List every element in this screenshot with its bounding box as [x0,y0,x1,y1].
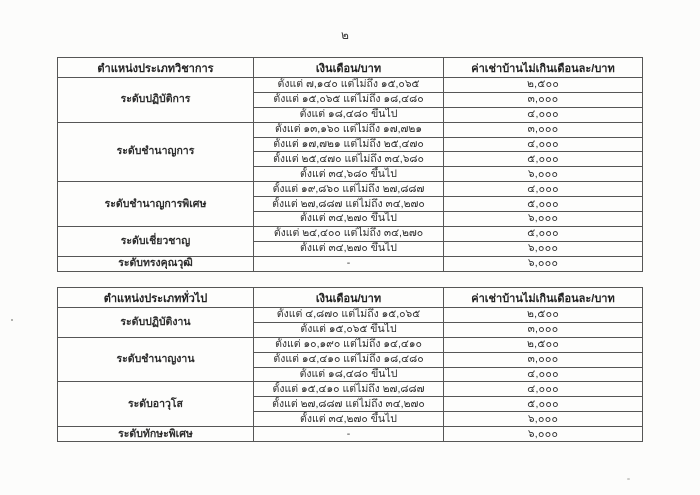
salary-range-cell: ตั้งแต่ ๑๗,๗๒๑ แต่ไม่ถึง ๒๕,๔๗๐ [254,137,444,152]
level-cell: ระดับปฏิบัติการ [58,78,254,123]
rent-amount-cell: ๓,๐๐๐ [444,352,643,367]
salary-range-cell: ตั้งแต่ ๑๘,๔๘๐ ขึ้นไป [254,367,444,382]
rent-amount-cell: ๕,๐๐๐ [444,197,643,212]
academic-positions-table [57,57,643,272]
rent-amount-cell: ๕,๐๐๐ [444,397,643,412]
page-number: ๒ [341,28,349,42]
level-cell: ระดับชำนาญการพิเศษ [58,182,254,227]
salary-range-cell: ตั้งแต่ ๒๗,๘๘๗ แต่ไม่ถึง ๓๔,๒๗๐ [254,197,444,212]
salary-range-cell: ตั้งแต่ ๑๕,๔๑๐ แต่ไม่ถึง ๒๗,๘๘๗ [254,382,444,397]
rent-amount-cell: ๕,๐๐๐ [444,152,643,167]
salary-range-cell: - [254,427,444,442]
salary-range-cell: ตั้งแต่ ๗,๑๔๐ แต่ไม่ถึง ๑๕,๐๖๕ [254,78,444,93]
position-type-header: ตำแหน่งประเภททั่วไป [58,288,254,308]
scan-speck [627,478,630,480]
table-row [58,122,643,137]
rent-amount-cell: ๔,๐๐๐ [444,107,643,122]
scan-speck [610,70,612,72]
rent-amount-cell: ๖,๐๐๐ [444,412,643,427]
rent-amount-cell: ๓,๐๐๐ [444,122,643,137]
salary-range-cell: ตั้งแต่ ๑๘,๔๘๐ ขึ้นไป [254,107,444,122]
salary-range-cell: ตั้งแต่ ๑๕,๐๖๕ แต่ไม่ถึง ๑๘,๔๘๐ [254,92,444,107]
table-row [58,256,643,271]
scan-speck [11,319,13,321]
table-row [58,382,643,397]
rent-amount-cell: ๔,๐๐๐ [444,382,643,397]
position-type-header: ตำแหน่งประเภทวิชาการ [58,58,254,78]
table-row [58,308,643,323]
salary-range-cell: - [254,256,444,271]
rent-amount-cell: ๔,๐๐๐ [444,367,643,382]
table-row [58,427,643,442]
rent-amount-cell: ๔,๐๐๐ [444,137,643,152]
general-positions-table [57,287,643,442]
salary-range-cell: ตั้งแต่ ๓๔,๒๗๐ ขึ้นไป [254,241,444,256]
salary-range-cell: ตั้งแต่ ๓๔,๒๗๐ ขึ้นไป [254,212,444,227]
salary-range-cell: ตั้งแต่ ๑๙,๘๖๐ แต่ไม่ถึง ๒๗,๘๘๗ [254,182,444,197]
rent-amount-cell: ๒,๕๐๐ [444,308,643,323]
level-cell: ระดับชำนาญงาน [58,337,254,382]
level-cell: ระดับปฏิบัติงาน [58,308,254,338]
table-row [58,78,643,93]
rent-amount-cell: ๒,๕๐๐ [444,78,643,93]
table-row [58,226,643,241]
salary-range-cell: ตั้งแต่ ๔,๘๗๐ แต่ไม่ถึง ๑๕,๐๖๕ [254,308,444,323]
level-cell: ระดับทักษะพิเศษ [58,427,254,442]
salary-range-cell: ตั้งแต่ ๑๔,๔๑๐ แต่ไม่ถึง ๑๘,๔๘๐ [254,352,444,367]
level-cell: ระดับอาวุโส [58,382,254,427]
salary-header: เงินเดือน/บาท [254,288,444,308]
salary-range-cell: ตั้งแต่ ๒๕,๔๗๐ แต่ไม่ถึง ๓๔,๖๘๐ [254,152,444,167]
salary-header: เงินเดือน/บาท [254,58,444,78]
salary-range-cell: ตั้งแต่ ๒๔,๔๐๐ แต่ไม่ถึง ๓๔,๒๗๐ [254,226,444,241]
level-cell: ระดับชำนาญการ [58,122,254,182]
level-cell: ระดับเชี่ยวชาญ [58,226,254,256]
rent-amount-cell: ๓,๐๐๐ [444,322,643,337]
rent-header: ค่าเช่าบ้านไม่เกินเดือนละ/บาท [444,288,643,308]
table-row [58,182,643,197]
level-cell: ระดับทรงคุณวุฒิ [58,256,254,271]
salary-range-cell: ตั้งแต่ ๒๗,๘๘๗ แต่ไม่ถึง ๓๔,๒๗๐ [254,397,444,412]
rent-amount-cell: ๖,๐๐๐ [444,241,643,256]
rent-header: ค่าเช่าบ้านไม่เกินเดือนละ/บาท [444,58,643,78]
salary-range-cell: ตั้งแต่ ๓๔,๒๗๐ ขึ้นไป [254,412,444,427]
rent-amount-cell: ๖,๐๐๐ [444,212,643,227]
header-row [58,288,643,308]
salary-range-cell: ตั้งแต่ ๑๐,๑๙๐ แต่ไม่ถึง ๑๔,๔๑๐ [254,337,444,352]
table-row [58,337,643,352]
rent-amount-cell: ๖,๐๐๐ [444,427,643,442]
rent-amount-cell: ๔,๐๐๐ [444,182,643,197]
salary-range-cell: ตั้งแต่ ๑๕,๐๖๕ ขึ้นไป [254,322,444,337]
rent-amount-cell: ๖,๐๐๐ [444,256,643,271]
salary-range-cell: ตั้งแต่ ๓๔,๖๘๐ ขึ้นไป [254,167,444,182]
header-row [58,58,643,78]
rent-amount-cell: ๓,๐๐๐ [444,92,643,107]
rent-amount-cell: ๒,๕๐๐ [444,337,643,352]
salary-range-cell: ตั้งแต่ ๑๓,๑๖๐ แต่ไม่ถึง ๑๗,๗๒๑ [254,122,444,137]
rent-amount-cell: ๖,๐๐๐ [444,167,643,182]
rent-amount-cell: ๕,๐๐๐ [444,226,643,241]
